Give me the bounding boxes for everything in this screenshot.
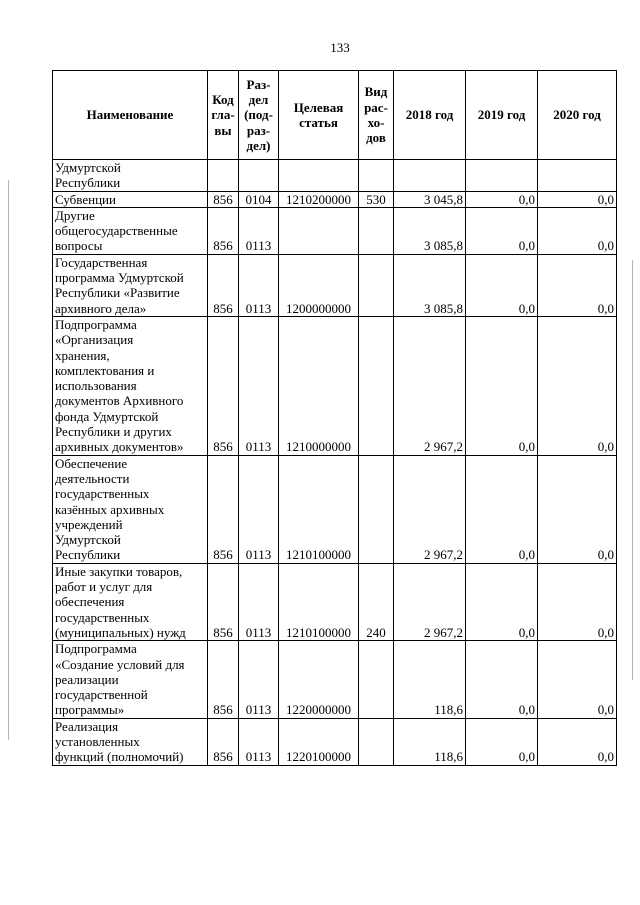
row-chapter-code: 856 (208, 207, 239, 254)
row-value-2020: 0,0 (538, 207, 617, 254)
row-value-2019: 0,0 (466, 718, 538, 765)
row-expense-type (359, 316, 394, 455)
row-expense-type (359, 455, 394, 563)
row-section: 0113 (239, 455, 279, 563)
row-value-2018 (394, 160, 466, 192)
row-expense-type (359, 718, 394, 765)
row-name: Субвенции (53, 191, 208, 207)
row-chapter-code: 856 (208, 718, 239, 765)
row-value-2018: 2 967,2 (394, 316, 466, 455)
row-value-2019: 0,0 (466, 207, 538, 254)
row-value-2019: 0,0 (466, 254, 538, 316)
row-value-2018: 3 085,8 (394, 207, 466, 254)
row-expense-type: 530 (359, 191, 394, 207)
row-section: 0113 (239, 641, 279, 718)
row-expense-type (359, 641, 394, 718)
table-row (53, 563, 617, 640)
table-row (53, 191, 617, 207)
row-chapter-code: 856 (208, 455, 239, 563)
header-row (53, 71, 617, 160)
row-value-2020: 0,0 (538, 254, 617, 316)
row-value-2020: 0,0 (538, 718, 617, 765)
header-target-article: Целевая статья (279, 71, 359, 160)
row-section: 0104 (239, 191, 279, 207)
row-value-2018: 2 967,2 (394, 455, 466, 563)
row-name: Иные закупки товаров, работ и услуг для обеспечения государственных (муниципальных) нужд (53, 563, 208, 640)
header-year-2018: 2018 год (394, 71, 466, 160)
row-name: Удмуртской Республики (53, 160, 208, 192)
row-target-article: 1210000000 (279, 316, 359, 455)
row-target-article (279, 207, 359, 254)
row-expense-type (359, 207, 394, 254)
row-section: 0113 (239, 718, 279, 765)
row-value-2020 (538, 160, 617, 192)
row-section: 0113 (239, 563, 279, 640)
row-chapter-code (208, 160, 239, 192)
row-section (239, 160, 279, 192)
row-section: 0113 (239, 207, 279, 254)
row-target-article: 1210100000 (279, 563, 359, 640)
row-target-article: 1220000000 (279, 641, 359, 718)
scan-mark-left (8, 180, 9, 740)
row-section: 0113 (239, 316, 279, 455)
row-value-2019 (466, 160, 538, 192)
row-chapter-code: 856 (208, 641, 239, 718)
table-row (53, 718, 617, 765)
table-row (53, 254, 617, 316)
row-value-2019: 0,0 (466, 455, 538, 563)
row-expense-type (359, 254, 394, 316)
row-value-2018: 2 967,2 (394, 563, 466, 640)
header-year-2019: 2019 год (466, 71, 538, 160)
row-expense-type (359, 160, 394, 192)
row-target-article: 1210100000 (279, 455, 359, 563)
page-number: 133 (330, 40, 350, 55)
header-year-2020: 2020 год (538, 71, 617, 160)
row-name: Обеспечение деятельности государственных казённых архивных учреждений Удмуртской Республики (53, 455, 208, 563)
row-value-2020: 0,0 (538, 455, 617, 563)
table-row (53, 316, 617, 455)
header-expense-type: Вид рас- хо- дов (359, 71, 394, 160)
row-value-2020: 0,0 (538, 563, 617, 640)
header-chapter-code: Код гла- вы (208, 71, 239, 160)
table-body (53, 160, 617, 766)
table-row (53, 160, 617, 192)
row-target-article: 1200000000 (279, 254, 359, 316)
row-chapter-code: 856 (208, 563, 239, 640)
row-chapter-code: 856 (208, 316, 239, 455)
row-target-article: 1220100000 (279, 718, 359, 765)
row-value-2018: 3 085,8 (394, 254, 466, 316)
row-name: Другие общегосударственные вопросы (53, 207, 208, 254)
row-target-article (279, 160, 359, 192)
header-name: Наименование (53, 71, 208, 160)
row-value-2020: 0,0 (538, 316, 617, 455)
table-row (53, 207, 617, 254)
row-value-2020: 0,0 (538, 191, 617, 207)
row-value-2018: 118,6 (394, 718, 466, 765)
row-name: Реализация установленных функций (полномочий) (53, 718, 208, 765)
table-row (53, 455, 617, 563)
row-value-2018: 3 045,8 (394, 191, 466, 207)
row-value-2019: 0,0 (466, 316, 538, 455)
row-value-2020: 0,0 (538, 641, 617, 718)
row-target-article: 1210200000 (279, 191, 359, 207)
table-row (53, 641, 617, 718)
row-value-2019: 0,0 (466, 563, 538, 640)
row-value-2019: 0,0 (466, 641, 538, 718)
row-value-2018: 118,6 (394, 641, 466, 718)
budget-table (52, 70, 617, 766)
row-chapter-code: 856 (208, 254, 239, 316)
row-value-2019: 0,0 (466, 191, 538, 207)
row-name: Подпрограмма «Организация хранения, комплектования и использования документов Архивного фонда Удмуртской Республики и других архивных документов» (53, 316, 208, 455)
row-name: Государственная программа Удмуртской Республики «Развитие архивного дела» (53, 254, 208, 316)
row-name: Подпрограмма «Создание условий для реализации государственной программы» (53, 641, 208, 718)
row-expense-type: 240 (359, 563, 394, 640)
header-section: Раз- дел (под- раз- дел) (239, 71, 279, 160)
row-chapter-code: 856 (208, 191, 239, 207)
scan-mark-right (632, 260, 633, 680)
row-section: 0113 (239, 254, 279, 316)
